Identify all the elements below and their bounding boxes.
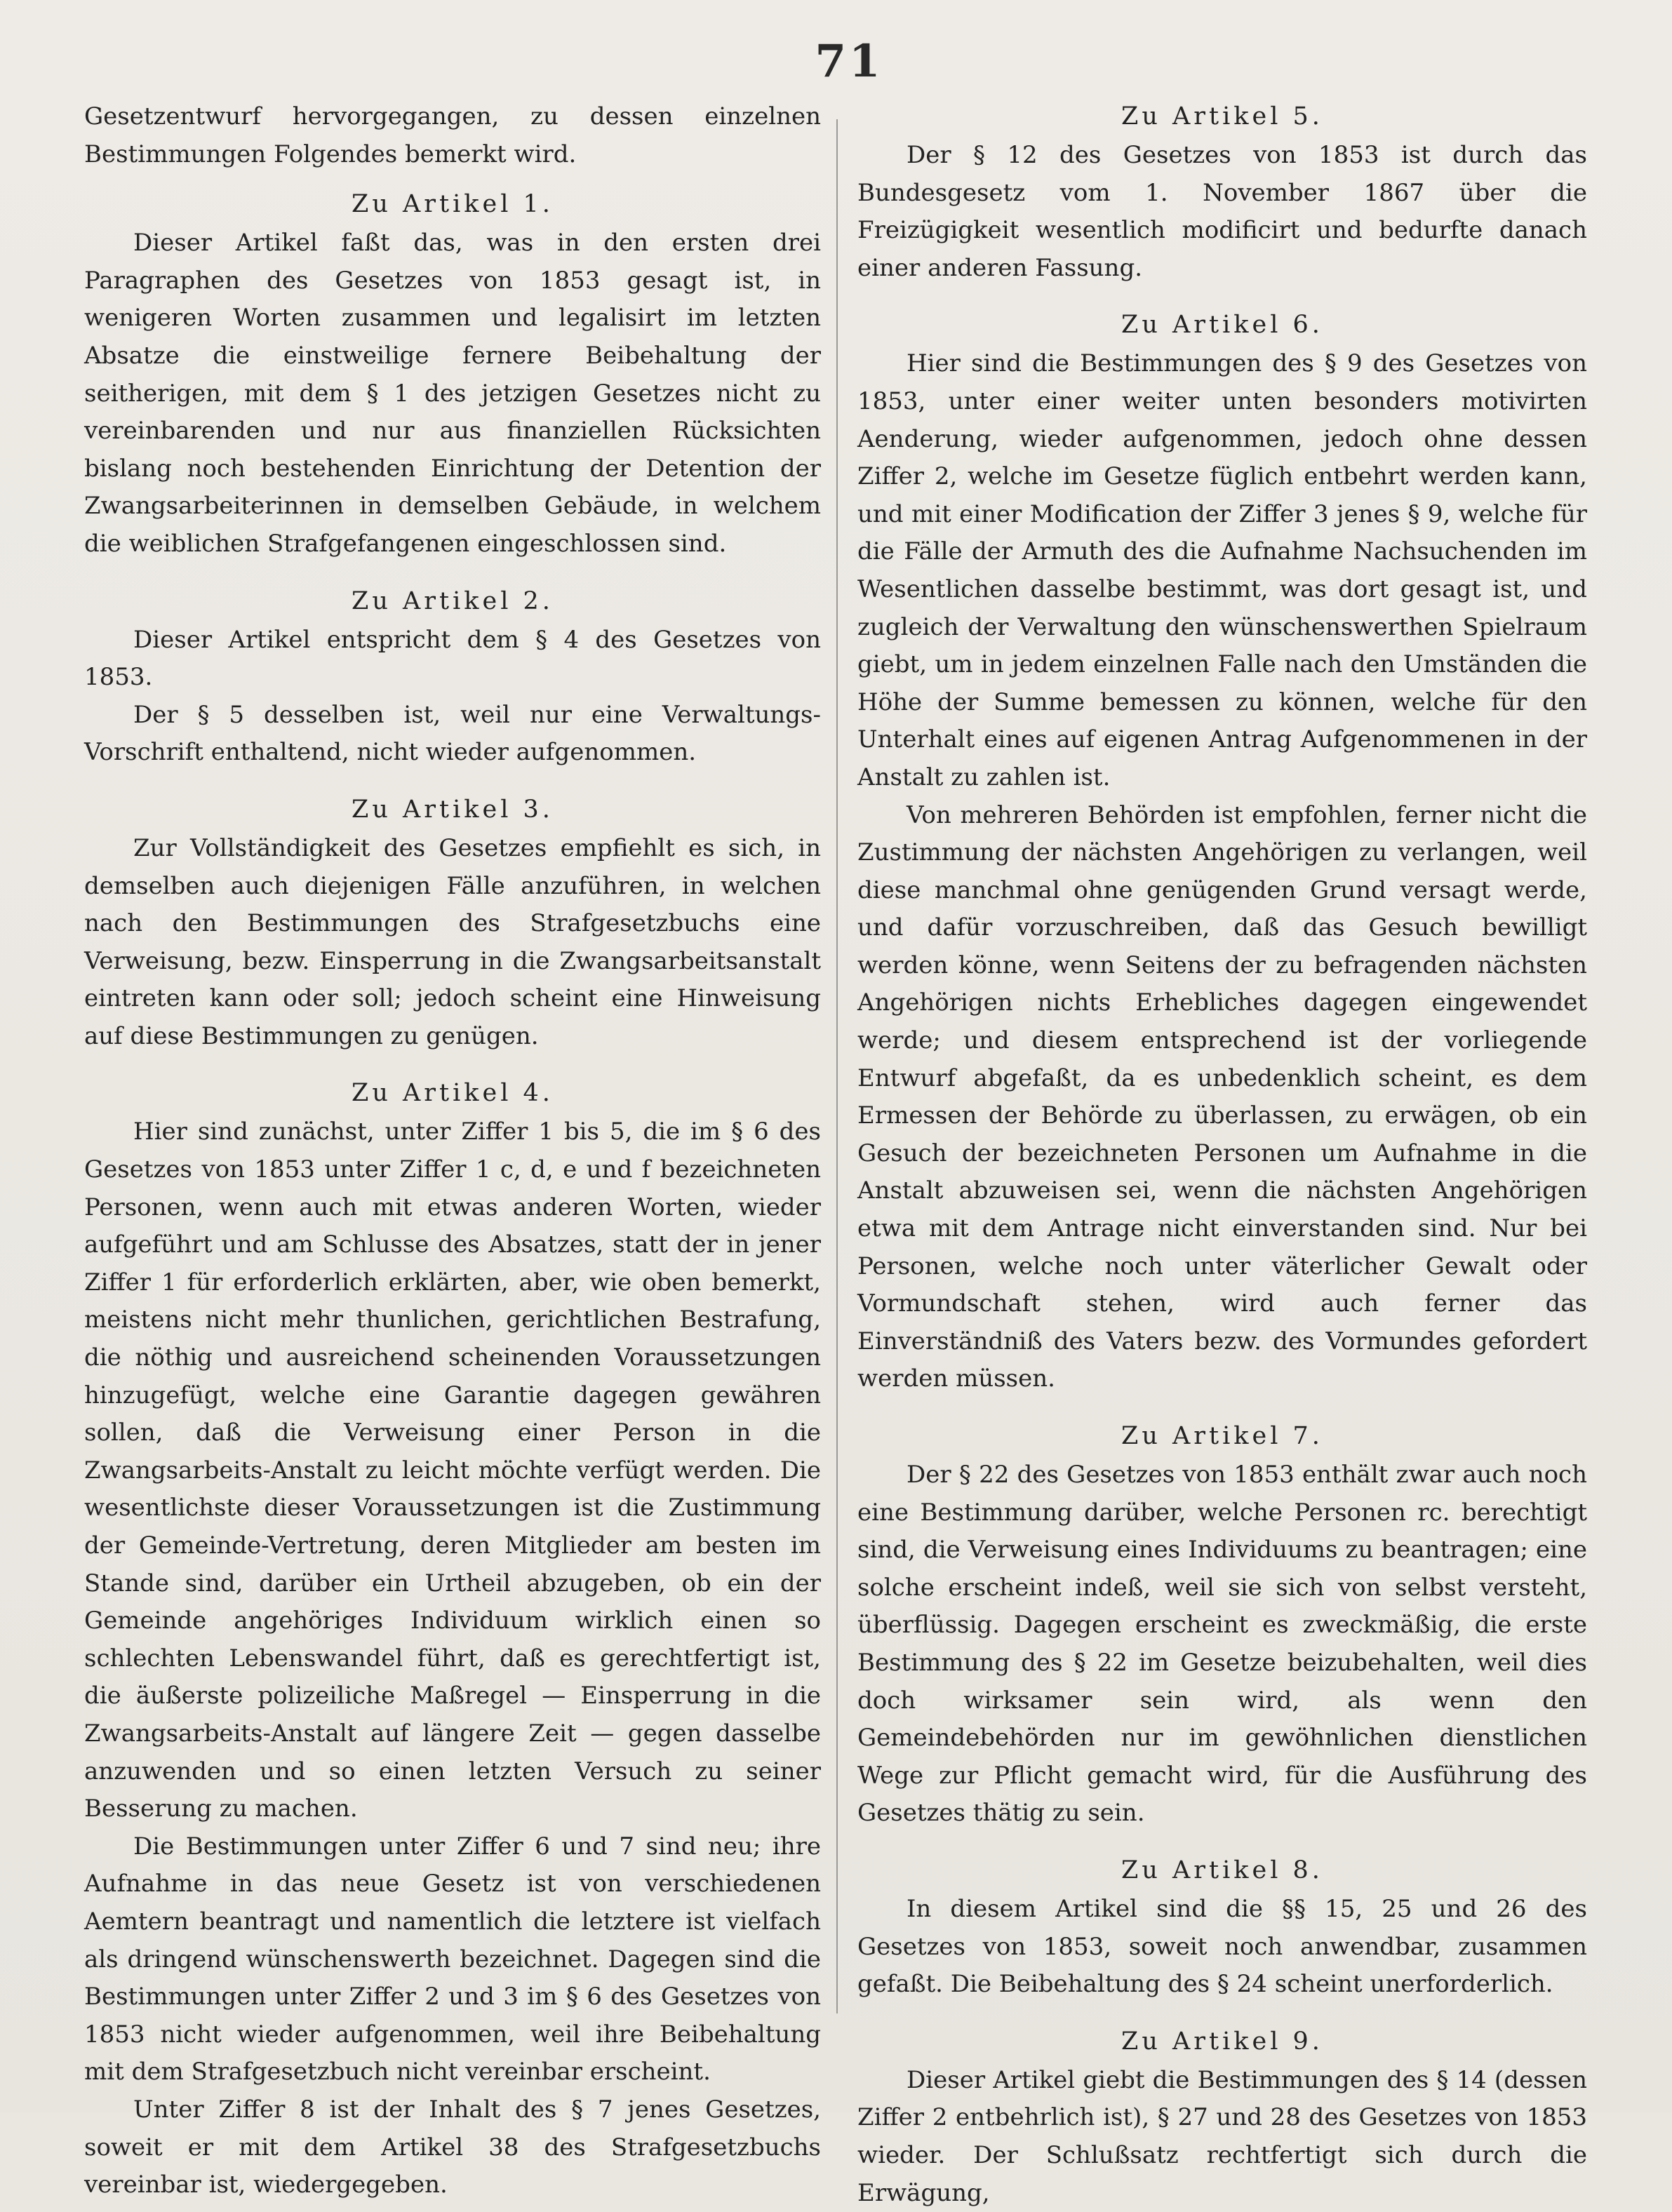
section-heading: Zu Artikel 2. [352,586,554,615]
section-paragraph: Dieser Artikel entspricht dem § 4 des Gesetzes von 1853. [84,625,821,692]
section-paragraph: In diesem Artikel sind die §§ 15, 25 und 26 des Gesetzes von 1853, soweit noch anwendbar, zusammen gefaßt. Die Beibehaltung des § 24 scheint unerforderlich. [857,1894,1587,1999]
section-paragraph: Dieser Artikel faßt das, was in den ersten drei Paragraphen des Gesetzes von 1853 gesagt ist, in wenigeren Worten zusammen und legalisirt im letzten Absatze die einstweilige fernere Beibehaltung der seitherigen, mit dem § 1 des jetzigen Gesetzes nicht zu vereinbarenden und nur aus finanziellen Rücksichten bislang noch bestehenden Einrichtung der Detention der Zwangsarbeiterinnen in demselben Gebäude, in welchem die weiblichen Strafgefangenen eingeschlossen sind. [84,229,821,558]
section-heading: Zu Artikel 5. [1121,102,1323,130]
section-heading: Zu Artikel 3. [352,795,554,824]
section-paragraph: Der § 5 desselben ist, weil nur eine Verwaltungs-Vorschrift enthaltend, nicht wieder aufgenommen. [84,700,821,767]
section-paragraph: Von mehreren Behörden ist empfohlen, ferner nicht die Zustimmung der nächsten Angehörigen zu verlangen, weil diese manchmal ohne genügenden Grund versagt werde, und dafür vorzuschreiben, daß das Gesuch bewilligt werden könne, wenn Seitens der zu befragenden nächsten Angehörigen nichts Erhebliches dagegen eingewendet werde; und diesem entsprechend ist der vorliegende Entwurf abgefaßt, da es unbedenklich scheint, es dem Ermessen der Behörde zu überlassen, zu erwägen, ob ein Gesuch der bezeichneten Personen um Aufnahme in die Anstalt abzuweisen sei, wenn die nächsten Angehörigen etwa mit dem Antrage nicht einverstanden sind. Nur bei Personen, welche noch unter väterlicher Gewalt oder Vormundschaft stehen, wird auch ferner das Einverständniß des Vaters bezw. des Vormundes gefordert werden müssen. [857,800,1587,1393]
section-heading: Zu Artikel 6. [1121,311,1323,340]
page-number: 71 [815,35,883,88]
section-paragraph: Der § 22 des Gesetzes von 1853 enthält zwar auch noch eine Bestimmung darüber, welche Personen rc. berechtigt sind, die Verweisung eines Individuums zu beantragen; eine solche erscheint indeß, weil sie sich von selbst versteht, überflüssig. Dagegen erscheint es zweckmäßig, die erste Bestimmung des § 22 im Gesetze beizubehalten, weil dies doch wirksamer sein wird, als wenn den Gemeindebehörden nur im gewöhnlichen dienstlichen Wege zur Pflicht gemacht wird, für die Ausführung des Gesetzes thätig zu sein. [857,1461,1587,1828]
section-paragraph: Hier sind die Bestimmungen des § 9 des Gesetzes von 1853, unter einer weiter unten besonders motivirten Aenderung, wieder aufgenommen, jedoch ohne dessen Ziffer 2, welche im Gesetze füglich entbehrt werden kann, und mit einer Modification der Ziffer 3 jenes § 9, welche für die Fälle der Armuth des die Aufnahme Nachsuchenden im Wesentlichen dasselbe bestimmt, was dort gesagt ist, und zugleich der Verwaltung den wünschenswerthen Spielraum giebt, um in jedem einzelnen Falle nach den Umständen die Höhe der Summe bemessen zu können, welche für den Unterhalt eines auf eigenen Antrag Aufgenommenen in der Anstalt zu zahlen ist. [857,349,1587,791]
section-heading: Zu Artikel 7. [1121,1422,1323,1450]
section-heading: Zu Artikel 4. [352,1079,554,1108]
section-heading: Zu Artikel 1. [352,190,554,219]
section-paragraph: Die Bestimmungen unter Ziffer 6 und 7 sind neu; ihre Aufnahme in das neue Gesetz ist von verschiedenen Aemtern beantragt und namentlich die letztere ist vielfach als dringend wünschenswerth bezeichnet. Dagegen sind die Bestimmungen unter Ziffer 2 und 3 im § 6 des Gesetzes von 1853 nicht wieder aufgenommen, weil ihre Beibehaltung mit dem Strafgesetzbuch nicht vereinbar erscheint. [84,1832,821,2086]
right-column [857,98,1587,2212]
left-column [84,98,821,2204]
section-paragraph: Unter Ziffer 8 ist der Inhalt des § 7 jenes Gesetzes, soweit er mit dem Artikel 38 des Strafgesetzbuchs vereinbar ist, wiedergegeben. [84,2095,821,2199]
section-paragraph: Zur Vollständigkeit des Gesetzes empfiehlt es sich, in demselben auch diejenigen Fälle anzuführen, in welchen nach den Bestimmungen des Strafgesetzbuchs eine Verweisung, bezw. Einsperrung in die Zwangsarbeitsanstalt eintreten kann oder soll; jedoch scheint eine Hinweisung auf diese Bestimmungen zu genügen. [84,833,821,1050]
section-heading: Zu Artikel 8. [1121,1856,1323,1884]
column-divider [836,119,838,2013]
section-paragraph: Der § 12 des Gesetzes von 1853 ist durch das Bundesgesetz vom 1. November 1867 über die Freizügigkeit wesentlich modificirt und bedurfte danach einer anderen Fassung. [857,141,1587,282]
intro-paragraph: Gesetzentwurf hervorgegangen, zu dessen einzelnen Bestimmungen Folgendes bemerkt wird. [84,102,821,168]
section-heading: Zu Artikel 9. [1121,2027,1323,2056]
section-paragraph: Hier sind zunächst, unter Ziffer 1 bis 5, die im § 6 des Gesetzes von 1853 unter Ziffer 1 c, d, e und f bezeichneten Personen, wenn auch mit etwas anderen Worten, wieder aufgeführt und am Schlusse des Absatzes, statt der in jener Ziffer 1 für erforderlich erklärten, aber, wie oben bemerkt, meistens nicht mehr thunlichen, gerichtlichen Bestrafung, die nöthig und ausreichend scheinenden Voraussetzungen hinzugefügt, welche eine Garantie dagegen gewähren sollen, daß die Verweisung einer Person in die Zwangsarbeits-Anstalt zu leicht möchte verfügt werden. Die wesentlichste dieser Voraussetzungen ist die Zustimmung der Gemeinde-Vertretung, deren Mitglieder am besten im Stande sind, darüber ein Urtheil abzugeben, ob ein der Gemeinde angehöriges Individuum wirklich einen so schlechten Lebenswandel führt, daß es gerechtfertigt ist, die äußerste polizeiliche Maßregel — Einsperrung in die Zwangsarbeits-Anstalt auf längere Zeit — gegen dasselbe anzuwenden und so einen letzten Versuch zu seiner Besserung zu machen. [84,1118,821,1823]
section-paragraph: Dieser Artikel giebt die Bestimmungen des § 14 (dessen Ziffer 2 entbehrlich ist), § 27 und 28 des Gesetzes von 1853 wieder. Der Schlußsatz rechtfertigt sich durch die Erwägung, [857,2065,1587,2207]
